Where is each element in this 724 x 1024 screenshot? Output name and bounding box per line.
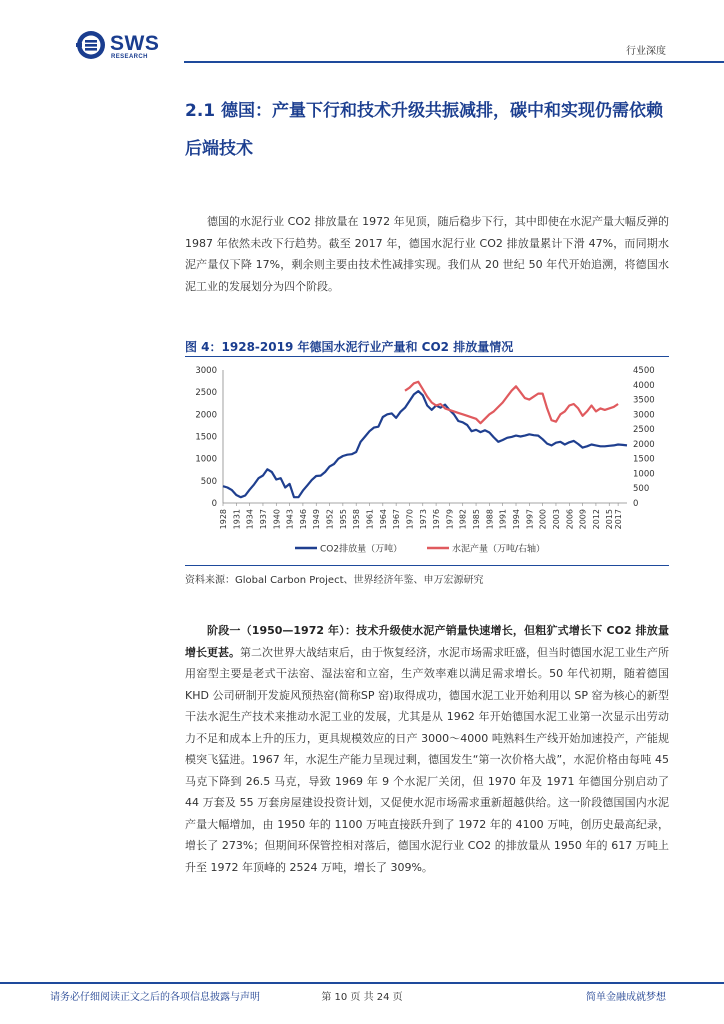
y-left-tick-label: 1500 bbox=[195, 432, 217, 443]
y-right-tick-label: 4500 bbox=[633, 366, 655, 376]
y-left-tick-label: 500 bbox=[200, 476, 217, 487]
figure-title: 图 4：1928-2019 年德国水泥行业产量和 CO2 排放量情况 bbox=[185, 340, 514, 354]
x-tick-label: 1970 bbox=[405, 509, 415, 530]
document-type: 行业深度 bbox=[626, 46, 666, 57]
y-right-tick-label: 2500 bbox=[633, 425, 655, 436]
x-tick-label: 1979 bbox=[445, 509, 455, 530]
stage-one-lead: 阶段一（1950—1972 年）：技术升级使水泥产销量快速增长，但粗犷式增长下 CO2 排放量增长更甚。 bbox=[185, 624, 669, 659]
x-tick-label: 1940 bbox=[272, 509, 282, 530]
x-tick-label: 1967 bbox=[392, 509, 402, 530]
x-tick-label: 1991 bbox=[498, 509, 508, 530]
x-tick-label: 1937 bbox=[258, 509, 268, 530]
x-tick-label: 1946 bbox=[298, 509, 308, 530]
x-tick-label: 1955 bbox=[338, 509, 348, 530]
x-tick-label: 1949 bbox=[312, 509, 322, 530]
x-tick-label: 1961 bbox=[365, 509, 375, 530]
x-tick-label: 1964 bbox=[378, 509, 388, 530]
legend-label-cement: 水泥产量（万吨/右轴） bbox=[452, 544, 546, 555]
y-right-tick-label: 3000 bbox=[633, 410, 655, 421]
y-right-tick-label: 1500 bbox=[633, 454, 655, 465]
x-tick-label: 2012 bbox=[591, 509, 601, 530]
x-tick-label: 1928 bbox=[219, 509, 228, 530]
section-title: 2.1 德国：产量下行和技术升级共振减排，碳中和实现仍需依赖后端技术 bbox=[185, 101, 664, 159]
y-left-tick-label: 0 bbox=[211, 499, 217, 509]
legend-label-co2: CO2排放量（万吨） bbox=[320, 544, 403, 555]
stage-one-paragraph bbox=[185, 620, 669, 878]
page-number: 第 10 页 共 24 页 bbox=[321, 992, 403, 1003]
co2-emission-line bbox=[223, 391, 627, 497]
y-left-tick-label: 3000 bbox=[195, 366, 217, 376]
cement-production-line bbox=[405, 382, 618, 423]
y-left-tick-label: 2000 bbox=[195, 410, 217, 421]
x-tick-label: 1943 bbox=[285, 509, 295, 530]
y-right-tick-label: 500 bbox=[633, 484, 650, 495]
figure-top-rule bbox=[185, 356, 669, 357]
x-tick-label: 1982 bbox=[458, 509, 468, 530]
intro-paragraph: 德国的水泥行业 CO2 排放量在 1972 年见顶，随后稳步下行，其中即使在水泥产量大幅反弹的 1987 年依然未改下行趋势。截至 2017 年，德国水泥行业 CO2 排放量累计下滑 47%，而同期水泥产量仅下降 17%，剩余则主要由技术性减排实现。我们从 20 世纪 50 年代开始追溯，将德国水泥工业的发展划分为四个阶段。 bbox=[185, 215, 669, 293]
x-tick-label: 2015 bbox=[605, 509, 615, 530]
logo-subtext: RESEARCH bbox=[111, 54, 148, 60]
x-tick-label: 1931 bbox=[232, 509, 242, 530]
figure-source: 资料来源：Global Carbon Project、世界经济年鉴、申万宏源研究 bbox=[185, 575, 484, 586]
y-right-tick-label: 1000 bbox=[633, 469, 655, 480]
cement-co2-chart bbox=[185, 358, 669, 563]
y-left-tick-label: 1000 bbox=[195, 454, 217, 465]
x-tick-label: 2003 bbox=[551, 509, 561, 530]
x-tick-label: 2000 bbox=[538, 509, 548, 530]
y-right-tick-label: 0 bbox=[633, 499, 639, 509]
footer-slogan: 简单金融成就梦想 bbox=[586, 992, 666, 1003]
header-divider bbox=[184, 61, 724, 63]
sws-logo-icon bbox=[76, 30, 106, 60]
x-tick-label: 1934 bbox=[245, 509, 255, 530]
footer-divider bbox=[0, 982, 724, 984]
x-tick-label: 2006 bbox=[565, 509, 575, 530]
x-tick-label: 1997 bbox=[525, 509, 535, 530]
x-tick-label: 2017 bbox=[614, 509, 624, 530]
y-right-tick-label: 4000 bbox=[633, 380, 655, 391]
x-tick-label: 1985 bbox=[472, 509, 482, 530]
x-tick-label: 1988 bbox=[485, 509, 495, 530]
y-right-tick-label: 3500 bbox=[633, 395, 655, 406]
x-tick-label: 2009 bbox=[578, 509, 588, 530]
x-tick-label: 1973 bbox=[418, 509, 428, 530]
y-right-tick-label: 2000 bbox=[633, 439, 655, 450]
x-tick-label: 1958 bbox=[352, 509, 362, 530]
company-logo bbox=[76, 30, 186, 66]
figure-bottom-rule bbox=[185, 565, 669, 566]
x-tick-label: 1994 bbox=[512, 509, 522, 530]
y-left-tick-label: 2500 bbox=[195, 388, 217, 399]
x-tick-label: 1976 bbox=[432, 509, 442, 530]
logo-text: SWS bbox=[110, 32, 160, 55]
x-tick-label: 1952 bbox=[325, 509, 335, 530]
footer-disclaimer: 请务必仔细阅读正文之后的各项信息披露与声明 bbox=[50, 992, 260, 1003]
stage-one-body: 第二次世界大战结束后，由于恢复经济，水泥市场需求旺盛，但当时德国水泥工业生产所用窑型主要是老式干法窑、湿法窑和立窑，生产效率难以满足需求增长。50 年代初期，随着德国 KHD 公司研制开发旋风预热窑(简称SP 窑)取得成功，德国水泥工业开始利用以 SP 窑为核心的新型干法水泥生产技术来推动水泥工业的发展，尤其是从 1962 年开始德国水泥工业第一次显示出劳动力不足和成本上升的压力，更具规模效应的日产 3000～4000 吨熟料生产线开始加速投产，产能规模突飞猛进。1967 年，水泥生产能力呈现过剩，德国发生“第一次价格大战”，水泥价格由每吨 45 马克下降到 26.5 马克，导致 1969 年 9 个水泥厂关闭，但 1970 年及 1971 年德国分别启动了 44 万套及 55 万套房屋建设投资计划，又促使水泥市场需求重新超越供给。这一阶段德国国内水泥产量大幅增加，由 1950 年的 1100 万吨直接跃升到了 1972 年的 4100 万吨，创历史最高纪录，增长了 273%；但期间环保管控相对落后，德国水泥行业 CO2 的排放量从 1950 年的 617 万吨上升至 1972 年顶峰的 2524 万吨，增长了 309%。 bbox=[185, 645, 669, 874]
chart-legend bbox=[295, 543, 545, 555]
